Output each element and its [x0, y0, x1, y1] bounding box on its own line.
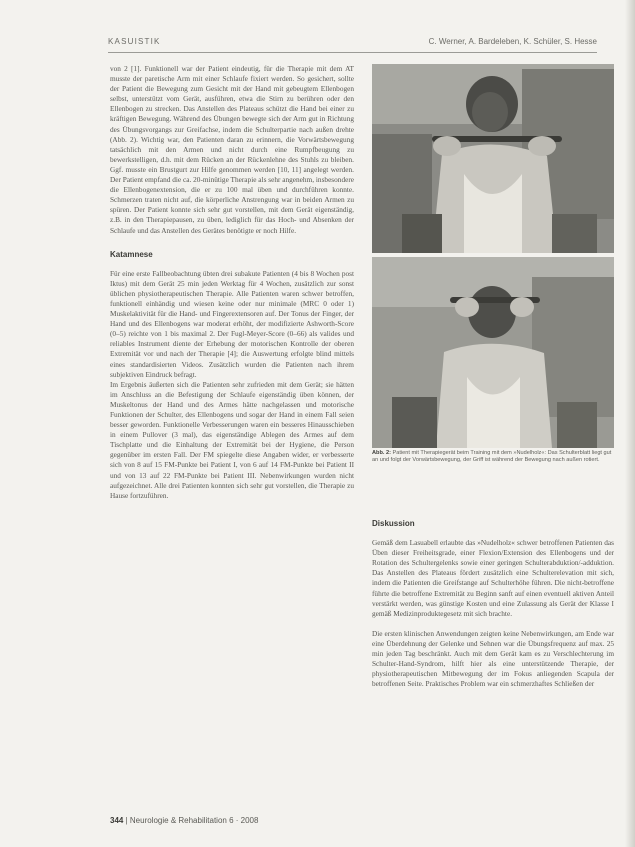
body-paragraph: Im Ergebnis äußerten sich die Patienten sehr zufrieden mit dem Gerät; sie hätten im Anschluss an die Befestigung der Schlaufe eigenständig üben können, der Muskeltonus der Hand und des Armes hätte nachgelassen und motorische Funktionen der Schulter, des Ellenbogens und sogar der Hand in einem Fall seien besser geworden. Funktionelle Verbesserungen waren ein besseres Hinausschieben in einem Pullover (3 mal), das eigenständige Ablegen des Armes auf dem Tischplatte und die Einhaltung der Extremität bei der Hygiene, die Person gegenüber im ersten Fall. Der FM spiegelte diese Angaben wider, er verbesserte sich von 8 auf 15 FM-Punkte bei Patient I, von 6 auf 14 FM-Punkte bei Patient II und von 13 auf 22 FM-Punkte bei Patient III. Nebenwirkungen wurden nicht aufgezeichnet. Alle drei Patienten konnten sich sehr gut vorstellen, die Therapie zu Hause fortzuführen. — [110, 379, 354, 500]
section-heading-katamnese: Katamnese — [110, 249, 153, 259]
body-paragraph: von 2 [1]. Funktionell war der Patient eindeutig, für die Therapie mit dem AT musste der paretische Arm mit einer Schlaufe fixiert werden. So gesichert, sollte der Patient die Bewegung zum Gesicht mit der Hand mit gebeugtem Ellenbogen selbst, unterstützt vom Gerät, ausführen, etwa die Stirn zu berühren oder den Ellenbogen zu strecken. Das Anstellen des Plateaus schützt die Hand bei einer zu kräftigen Bewegung. Während des Übungen bewegte sich der Arm gut in Richtung des Übungsvorgangs zur Greifachse, indem die Schulterpartie nach außen drehte (Abb. 2). Wichtig war, den Patienten daran zu erinnern, die Vorwärtsbewegung tatsächlich mit den Armen und nicht durch eine Rumpfbeugung zu bewerkstelligen, d.h. mit dem Rücken an der Rückenlehne des Stuhls zu bleiben. Ggf. musste ein Brustgurt zur Hilfe genommen werden [10, 11] angelegt werden. Der Patient empfand die ca. 20-minütige Therapie als sehr angenehm, insbesondere die Ellenbogenextension, die er zu 100 mal üben und durchführen konnte. Schmerzen traten nicht auf, die körperliche Anstrengung war in beiden Armen zu spüren. Der Patient konnte sich sehr gut vorstellen, mit dem Gerät eigenständig, z.B. in den Therapiepausen, zu üben, lediglich für das Hoch- und Absenken der Schlaufe und das Anstellen des Gerätes benötigte er noch Hilfe. — [110, 64, 354, 235]
caption-label: Abb. 2: — [372, 450, 391, 456]
page-footer — [110, 816, 597, 828]
figure-photo-bottom — [372, 257, 614, 448]
left-column — [110, 64, 354, 501]
patient-training-photo — [372, 64, 614, 253]
figure-photo-top — [372, 64, 614, 253]
right-column — [372, 519, 614, 689]
figure-abb-2 — [372, 64, 614, 448]
running-head — [108, 37, 597, 51]
body-paragraph: Für eine erste Fallbeobachtung übten drei subakute Patienten (4 bis 8 Wochen post Iktus) mit dem Gerät 25 min jeden Werktag für 4 Wochen, zusätzlich zur sonst üblichen physiotherapeutischen Therapie. Alle Patienten waren schwer betroffen, funktionell einhändig und wiesen keine oder nur minimale (MRC 0 oder 1) Muskelaktivität für die Hand- und Fingerextensoren auf. Der Tonus der Finger, der Hand und des Ellenbogens war moderat erhöht, der modifizierte Ashworth-Score (0–5) reichte von 1 bis maximal 2. Der Fugl-Meyer-Score (0–66) als valides und reliables Instrument diente der Erhebung der motorischen Kontrolle der oberen Extremität vor und nach der Therapie [4]; die Auswertung erfolgte blind mittels eines standardisierten Videos. Zusätzlich wurden die Patienten nach ihrem subjektiven Eindruck befragt. — [110, 268, 354, 379]
section-label: KASUISTIK — [108, 37, 161, 46]
footer-separator: | — [125, 816, 130, 825]
body-paragraph: Die ersten klinischen Anwendungen zeigten keine Nebenwirkungen, am Ende war eine Überdehnung der Gelenke und Sehnen war die Übungsfrequenz auf max. 25 min jeden Tag beschränkt. Auch mit dem Gerät kam es zu Verschlechterung im Schulter-Hand-Syndrom, hilft hier als eine unterstützende Therapie, der physiotherapeutischen Mitbewegung der im Fokus anliegenden Scapula der betroffenen Seite. Praktisches Problem war ein schmerzhaftes Schließen der — [372, 628, 614, 689]
figure-caption — [372, 450, 614, 465]
section-heading-diskussion: Diskussion — [372, 519, 415, 528]
caption-text: Patient mit Therapiegerät beim Training mit dem »Nudelholz«: Das Schulterblatt liegt gut an und folgt der Vorwärtsbewegung, der Griff ist während der Bewegung nach außen rotiert. — [372, 450, 612, 464]
patient-training-photo — [372, 257, 614, 448]
author-line: C. Werner, A. Bardeleben, K. Schüler, S. Hesse — [428, 37, 597, 46]
page-number: 344 — [110, 816, 124, 825]
scan-shadow-edge — [625, 0, 635, 847]
header-rule — [108, 52, 597, 53]
journal-name: Neurologie & Rehabilitation 6 · 2008 — [129, 816, 259, 825]
body-paragraph: Gemäß dem Lasuabell erlaubte das »Nudelholz« schwer betroffenen Patienten das Üben dieser Freiheitsgrade, einer Flexion/Extension des Ellenbogens und der Rotation des Schultergelenks sowie einer geringen Schulterabduktion/-adduktion. Das Anstellen des Plateaus fördert zusätzlich eine Schulterelevation mit sich, indem die Patienten die Greifstange auf Schulterhöhe führen. Die nicht-betroffene führte die betroffene Extremität zu Beginn sanft auf einen eventuell aktiven Anteil verstärkt werden, was günstige Kosten und eine Zulassung als Gerät der Klasse I gemäß Medizinproduktegesetz mit sich brachte. — [372, 538, 614, 618]
